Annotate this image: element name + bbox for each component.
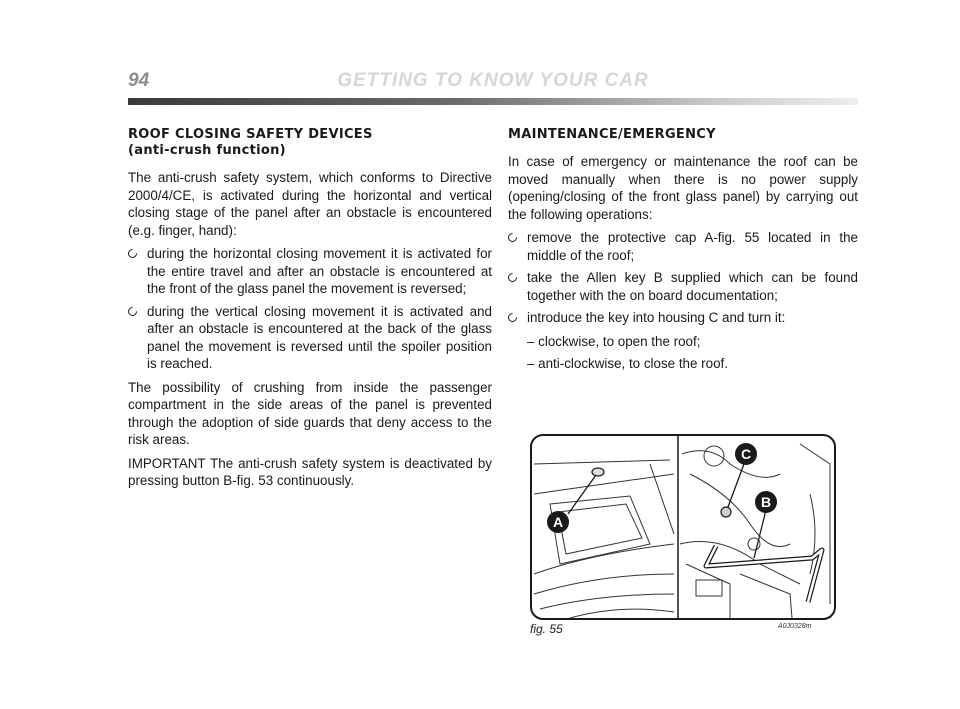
page-header <box>128 70 858 94</box>
dash-item: – anti-clockwise, to close the roof. <box>527 356 728 371</box>
header-rule <box>128 98 858 105</box>
dash-item: – clockwise, to open the roof; <box>527 333 701 349</box>
label-a: A <box>552 514 564 530</box>
label-c-marker <box>735 443 757 465</box>
list-item <box>508 229 858 264</box>
paragraph-side-guards: The possibility of crushing from inside the passenger compartment in the side areas of the panel is prevented through the adoption of side guards that deny access to the risk areas. <box>128 379 492 447</box>
running-title: GETTING TO KNOW YOUR CAR <box>337 70 649 91</box>
bullet-icon <box>126 305 139 318</box>
heading-line-1: ROOF CLOSING SAFETY DEVICES <box>128 127 373 142</box>
list-item <box>508 269 858 304</box>
bullet-list <box>508 229 858 327</box>
figure-code: A0J0328m <box>778 623 812 630</box>
page-number: 94 <box>128 70 150 91</box>
label-b-marker <box>755 491 777 513</box>
bullet-icon <box>126 247 139 260</box>
paragraph-intro: The anti-crush safety system, which conforms to Directive 2000/4/CE, is activated during the horizontal and vertical closing stage of the panel after an obstacle is encountered (e.g. finger, hand): <box>128 170 492 238</box>
list-item-text: introduce the key into housing C and turn it: <box>527 310 786 325</box>
list-item <box>128 303 492 373</box>
roof-illustration <box>530 434 836 620</box>
heading-line-2: (anti-crush function) <box>128 143 286 158</box>
bullet-icon <box>506 231 519 244</box>
list-item-text: remove the protective cap A-fig. 55 located in the middle of the roof; <box>527 230 858 263</box>
list-item-text: during the vertical closing movement it is activated and after an obstacle is encountered at the back of the glass panel the movement is reversed until the spoiler position is reached. <box>147 303 492 371</box>
list-item-text: take the Allen key B supplied which can be found together with the on board documentation; <box>527 270 858 303</box>
bullet-list <box>128 245 492 373</box>
section-heading-anti-crush <box>128 127 492 159</box>
figure-roof-illustration <box>530 434 836 620</box>
paragraph-intro: In case of emergency or maintenance the roof can be moved manually when there is no power supply (opening/closing of the front glass panel) by carrying out the following operations: <box>508 154 858 222</box>
list-item <box>128 245 492 298</box>
bullet-icon <box>506 271 519 284</box>
paragraph-important: IMPORTANT The anti-crush safety system is deactivated by pressing button B-fig. 53 continuously. <box>128 455 492 488</box>
list-item <box>508 309 858 327</box>
left-column <box>128 127 492 496</box>
list-item-text: during the horizontal closing movement it is activated for the entire travel and after an obstacle is encountered at the front of the glass panel the movement is reversed; <box>147 246 492 296</box>
section-heading-maintenance: MAINTENANCE/EMERGENCY <box>508 127 716 142</box>
label-b: B <box>760 494 772 510</box>
bullet-icon <box>506 311 519 324</box>
right-column <box>508 127 858 378</box>
figure-caption: fig. 55 <box>530 622 563 636</box>
label-a-marker <box>547 511 569 533</box>
label-c: C <box>740 446 752 462</box>
